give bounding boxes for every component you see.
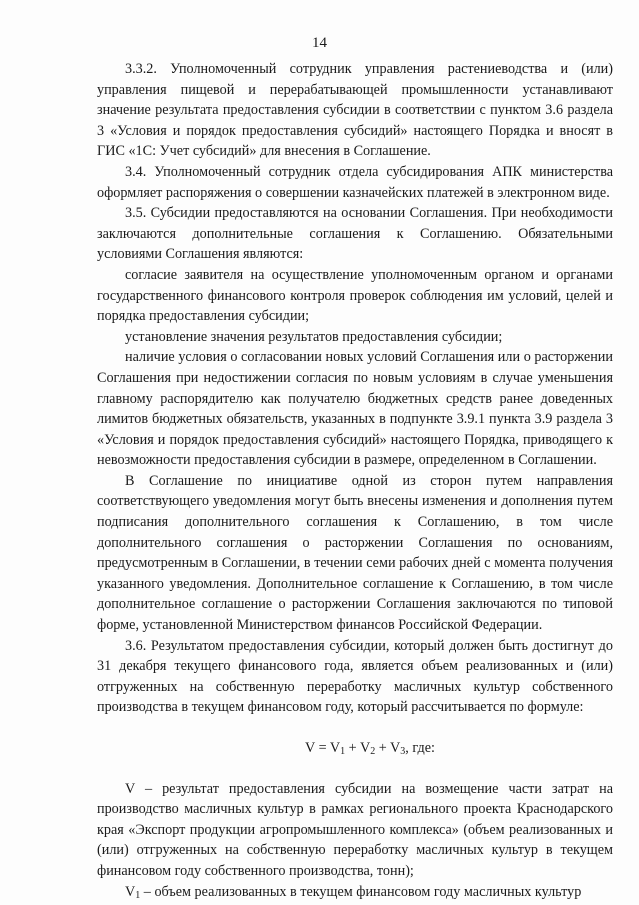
definition-v1 — [97, 882, 613, 903]
condition-results: установление значения результатов предоставления субсидии; — [125, 328, 503, 345]
paragraph-3-6: 3.6. Результатом предоставления субсидии, который должен быть достигнут до 31 декабря текущего финансового года, является объем реализованных и (или) отгруженных на собственную переработку масличных культур собственного производства в текущем финансовом году, который рассчитывается по формуле: — [97, 637, 613, 716]
formula-tail: , где: — [405, 740, 435, 756]
paragraph-3-5: 3.5. Субсидии предоставляются на основании Соглашения. При необходимости заключаются дополнительные соглашения к Соглашению. Обязательными условиями Соглашения являются: — [97, 205, 613, 263]
document-body — [97, 59, 613, 902]
formula-lhs: V = V — [305, 740, 341, 756]
formula-sub-3: 3 — [400, 746, 406, 757]
definition-v1-sub: 1 — [135, 889, 141, 901]
condition-consent: согласие заявителя на осуществление уполномоченным органом и органами государственного финансового контроля проверок соблюдения им условий, целей и порядка предоставления субсидии; — [97, 266, 613, 325]
definition-v: V – результат предоставления субсидии на возмещение части затрат на производство масличных культур в рамках регионального проекта Краснодарского края «Экспорт продукции агропромышленного комплекса» (объем реализованных и (или) отгруженных на собственную переработку масличных культур в текущем финансовом году собственного производства, тонн); — [97, 780, 613, 879]
formula-plus-2: + V — [375, 740, 401, 756]
condition-renegotiation: наличие условия о согласовании новых условий Соглашения или о расторжении Соглашения при недостижении согласия по новым условиям в случае уменьшения главному распорядителю как получателю бюджетных средств ранее доведенных лимитов бюджетных обязательств, указанных в подпункте 3.9.1 пункта 3.9 раздела 3 «Условия и порядок предоставления субсидий» настоящего Порядка, приводящего к невозможности предоставления субсидии в размере, определенном в Соглашении. — [97, 349, 613, 469]
page-number: 14 — [312, 35, 327, 51]
paragraph-amendments: В Соглашение по инициативе одной из сторон путем направления соответствующего уведомления могут быть внесены изменения и дополнения путем подписания дополнительного соглашения к Соглашению, в том числе дополнительного соглашения о расторжении Соглашения по основаниям, предусмотренным в Соглашении, в течении семи рабочих дней с момента получения указанного уведомления. Дополнительное соглашение к Соглашению, в том числе дополнительное соглашение о расторжении Соглашения заключаются по типовой форме, установленной Министерством финансов Российской Федерации. — [97, 472, 613, 634]
paragraph-3-3-2: 3.3.2. Уполномоченный сотрудник управления растениеводства и (или) управления пищевой и перерабатывающей промышленности устанавливают значение результата предоставления субсидии в соответствии с пунктом 3.6 раздела 3 «Условия и порядок предоставления субсидий» настоящего Порядка и вносят в ГИС «1С: Учет субсидий» для внесения в Соглашение. — [97, 61, 613, 160]
definition-v1-prefix: V — [125, 883, 136, 900]
formula — [97, 738, 613, 759]
formula-sub-1: 1 — [340, 746, 346, 757]
formula-sub-2: 2 — [370, 746, 376, 757]
paragraph-3-4: 3.4. Уполномоченный сотрудник отдела субсидирования АПК министерства оформляет распоряжения о совершении казначейских платежей в электронном виде. — [97, 163, 613, 201]
formula-plus-1: + V — [345, 740, 371, 756]
definition-v1-text: – объем реализованных в текущем финансовом году масличных культур — [140, 883, 582, 900]
